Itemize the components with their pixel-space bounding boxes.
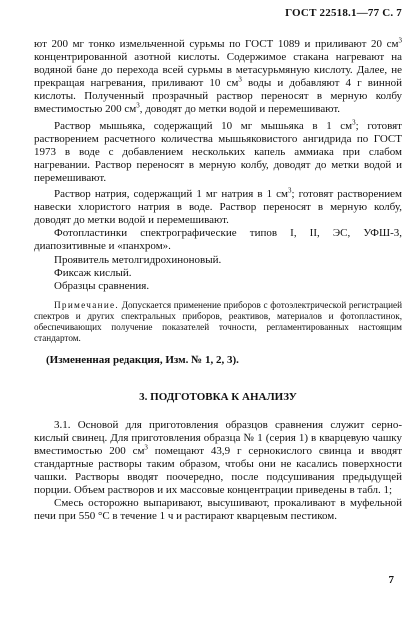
page-number: 7	[388, 574, 394, 586]
page-content	[34, 38, 402, 524]
paragraph-developer: Проявитель метолгидрохиноновый.	[54, 253, 222, 266]
paragraph-sodium: Раствор натрия, содержащий 1 мг натрия в 1 $см^3$; готовят растворением навески хлористого натрия в воде. Раствор переносят в мерную колбу, доводят до метки водой и перемешивают.	[34, 186, 402, 227]
paragraph-fixer: Фиксаж кислый.	[54, 266, 132, 279]
paragraph-arsenic: Раствор мышьяка, содержащий 10 мг мышьяка в 1 $см^3$; готовят растворением расчетного количества мышьяковистого ангидрида по ГОСТ 1973 в воде с добавлением нескольких капель аммиака при слабом нагревании. Раствор переносят в мерную колбу, доводят до метки водой и перемешивают.	[34, 117, 402, 184]
section-title: 3. ПОДГОТОВКА К АНАЛИЗУ	[139, 390, 297, 403]
paragraph-evaporation: Смесь осторожно выпаривают, высушивают, прокаливают в муфельной печи при 550 °С в течение 1 ч и растирают кварцевым пестиком.	[34, 497, 402, 523]
note-text: Допускается применение приборов с фотоэлектрической регистрацией спектров и других спектральных приборов, реактивов, материалов и фотопластинок, обеспечивающих получение показателей точности, регламентированных настоящим стандартом.	[34, 299, 402, 344]
paragraph-antimony: ют 200 мг тонко измельченной сурьмы по ГОСТ 1089 и приливают 20 $см^3$ концентрированной азотной кислоты. Содержимое стакана нагревают на водяной бане до перехода всей сурьмы в метасурьмяную кислоту. Далее, не прекращая нагревания, приливают 10 $см^3$ воды и добавляют 4 г винной кислоты. Полученный прозрачный раствор переносят в мерную колбу вместимостью 200 $см^3$, доводят до метки водой и перемешивают.	[34, 36, 403, 116]
paragraph-3-1: 3.1. Основой для приготовления образцов сравнения служит сернокислый свинец. Для приготовления образца № 1 (серия 1) в кварцевую чашку вместимостью 200 $см^3$ помещают 43,9 г сернокислого свинца и вводят стандартные растворы таким образом, чтобы они не касались поверхности чашки. Растворы вводят поочередно, после подсушивания предыдущей порции. Объем растворов и их массовые концентрации приведены в табл. 1;	[34, 418, 403, 497]
note-label: Примечание.	[54, 299, 120, 310]
paragraph-reference-samples: Образцы сравнения.	[54, 279, 150, 292]
edition-note: (Измененная редакция, Изм. № 1, 2, 3).	[46, 353, 239, 366]
note	[34, 300, 402, 345]
paragraph-photoplates: Фотопластинки спектрографические типов I, II, ЭС, УФШ-3, диапозитивные и «панхром».	[34, 227, 402, 253]
page-header: ГОСТ 22518.1—77 С. 7	[285, 7, 402, 19]
